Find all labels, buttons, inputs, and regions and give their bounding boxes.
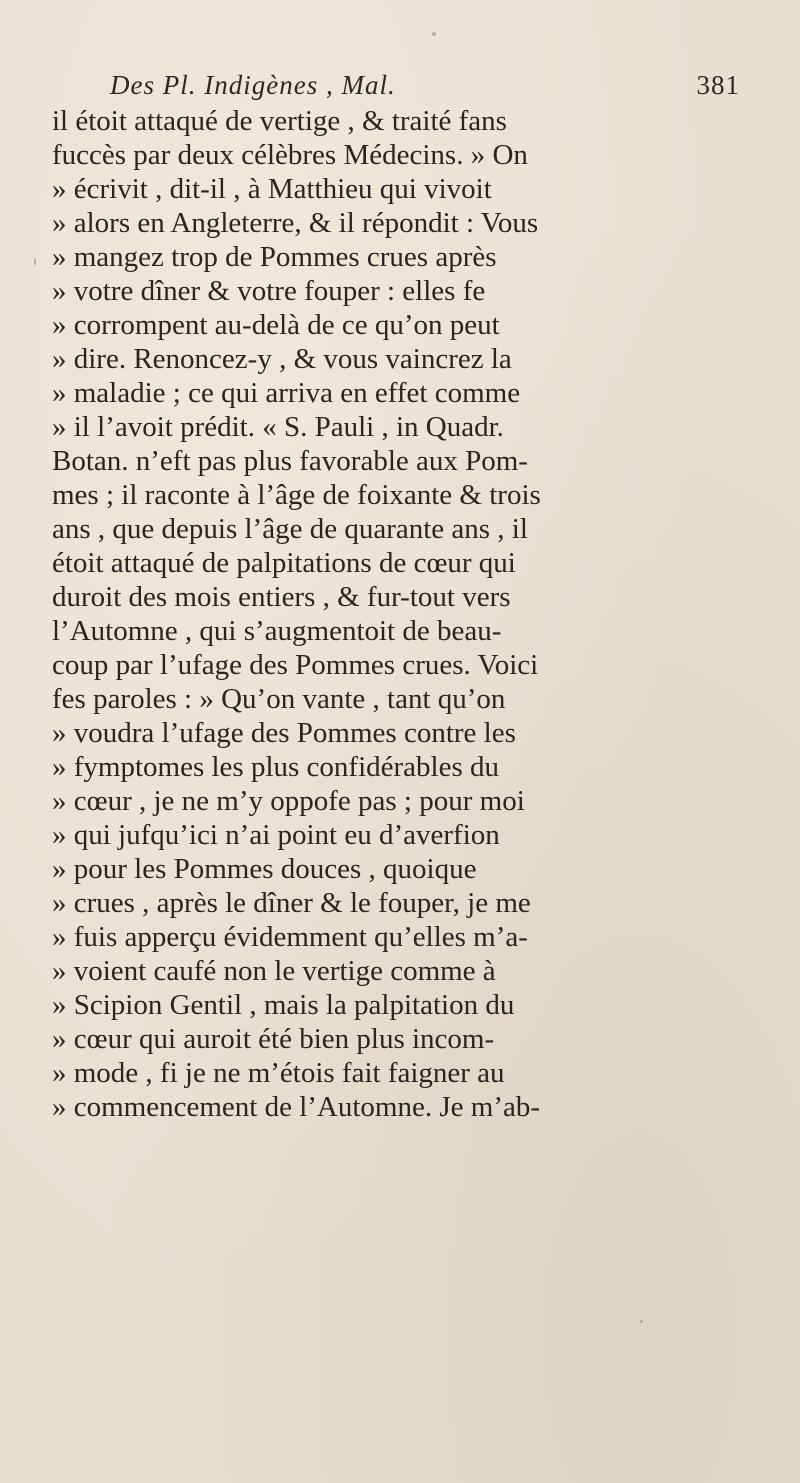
text-line: » qui jufqu’ici n’ai point eu d’averfion [52,819,500,851]
text-line: » crues , après le dîner & le fouper, je me [52,887,531,919]
text-line: Botan. n’eft pas plus favorable aux Pom- [52,445,528,477]
text-line: » voudra l’ufage des Pommes contre les [52,717,516,749]
text-line: l’Automne , qui s’augmentoit de beau- [52,615,502,647]
text-line: » écrivit , dit-il , à Matthieu qui vivoit [52,173,492,205]
paper-speck [640,1320,643,1323]
text-line: étoit attaqué de palpitations de cœur qui [52,547,516,579]
text-line: duroit des mois entiers , & fur-tout vers [52,581,511,613]
text-line: fes paroles : » Qu’on vante , tant qu’on [52,683,506,715]
text-line: » cœur , je ne m’y oppofe pas ; pour moi [52,785,525,817]
text-line: » corrompent au-delà de ce qu’on peut [52,309,500,341]
text-line: il étoit attaqué de vertige , & traité fans [52,105,507,137]
text-line: mes ; il raconte à l’âge de foixante & trois [52,479,541,511]
text-line: fuccès par deux célèbres Médecins. » On [52,139,528,171]
text-line: ans , que depuis l’âge de quarante ans , il [52,513,528,545]
text-line: » cœur qui auroit été bien plus incom- [52,1023,495,1055]
paper-speck [34,258,36,266]
text-line: » alors en Angleterre, & il répondit : Vous [52,207,539,239]
text-line: » dire. Renoncez-y , & vous vaincrez la [52,343,512,375]
running-title: Des Pl. Indigènes , Mal. [110,70,396,100]
text-line: » votre dîner & votre fouper : elles fe [52,275,486,307]
text-line: » maladie ; ce qui arriva en effet comme [52,377,521,409]
paper-speck [432,32,436,36]
text-line: » voient caufé non le vertige comme à [52,955,496,987]
text-line: » fuis apperçu évidemment qu’elles m’a- [52,921,528,953]
text-line: » mode , fi je ne m’étois fait faigner au [52,1057,505,1089]
page-number: 381 [696,70,740,100]
text-line: » Scipion Gentil , mais la palpitation du [52,989,515,1021]
text-line: » commencement de l’Automne. Je m’ab- [52,1091,541,1123]
body-text [52,104,752,1124]
text-line: coup par l’ufage des Pommes crues. Voici [52,649,539,681]
text-line: » mangez trop de Pommes crues après [52,241,497,273]
text-line: » pour les Pommes douces , quoique [52,853,477,885]
text-line: » fymptomes les plus confidérables du [52,751,499,783]
text-line: » il l’avoit prédit. « S. Pauli , in Quadr. [52,411,504,443]
